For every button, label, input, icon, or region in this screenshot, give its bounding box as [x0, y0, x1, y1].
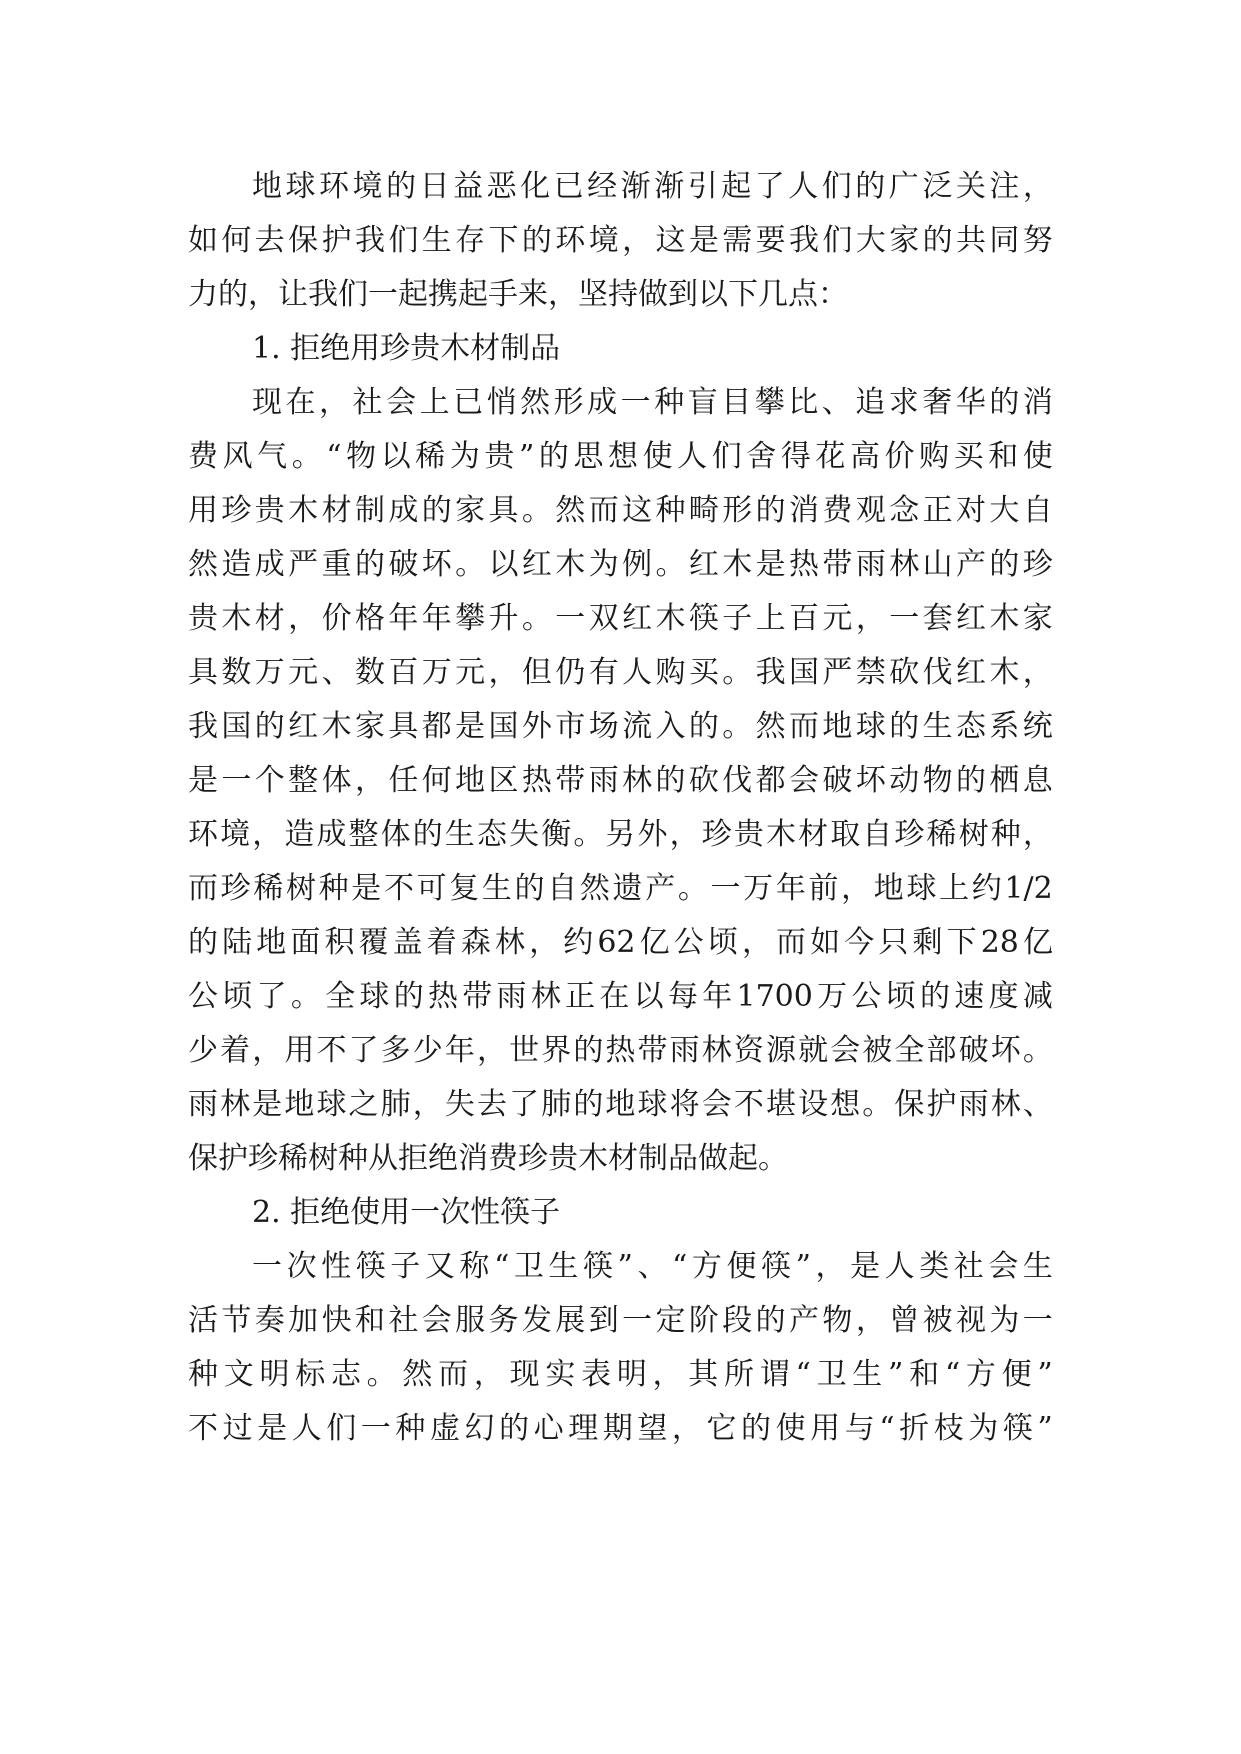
- text-line: 力的，让我们一起携起手来，坚持做到以下几点：: [188, 277, 848, 312]
- section-heading-1: 1. 拒绝用珍贵木材制品: [252, 331, 561, 366]
- text-line: 不 过 是 人 们 一 种 虚 幻 的 心 理 期 望 ， 它 的 使 用 与 “ 折 枝 为 筷 ”: [188, 1411, 1053, 1446]
- text-line: 保护珍稀树种从拒绝消费珍贵木材制品做起。: [188, 1141, 788, 1176]
- text-line: 公 顷 了 。 全 球 的 热 带 雨 林 正 在 以 每 年 1700 万 公 顷 的 速 度 减: [188, 979, 1053, 1014]
- document-body: [188, 160, 1053, 1456]
- text-line: 少 着 ， 用 不 了 多 少 年 ， 世 界 的 热 带 雨 林 资 源 就 会 被 全 部 破 坏 。: [188, 1033, 1053, 1068]
- text-line: 地 球 环 境 的 日 益 恶 化 已 经 渐 渐 引 起 了 人 们 的 广 泛 关 注 ，: [252, 169, 1053, 204]
- text-line: 环 境 ， 造 成 整 体 的 生 态 失 衡 。 另 外 ， 珍 贵 木 材 取 自 珍 稀 树 种 ，: [188, 817, 1053, 852]
- text-line: 费 风 气 。 “ 物 以 稀 为 贵 ” 的 思 想 使 人 们 舍 得 花 高 价 购 买 和 使: [188, 439, 1053, 474]
- text-line: 具 数 万 元 、 数 百 万 元 ， 但 仍 有 人 购 买 。 我 国 严 禁 砍 伐 红 木 ，: [188, 655, 1053, 690]
- text-line: 活 节 奏 加 快 和 社 会 服 务 发 展 到 一 定 阶 段 的 产 物 ， 曾 被 视 为 一: [188, 1303, 1053, 1338]
- section-heading-2: 2. 拒绝使用一次性筷子: [252, 1195, 561, 1230]
- text-line: 如 何 去 保 护 我 们 生 存 下 的 环 境 ， 这 是 需 要 我 们 大 家 的 共 同 努: [188, 223, 1053, 258]
- text-line: 雨 林 是 地 球 之 肺 ， 失 去 了 肺 的 地 球 将 会 不 堪 设 想 。 保 护 雨 林 、: [188, 1087, 1053, 1122]
- text-line: 一 次 性 筷 子 又 称 “ 卫 生 筷 ” 、 “ 方 便 筷 ” ， 是 人 类 社 会 生: [252, 1249, 1053, 1284]
- text-line: 用 珍 贵 木 材 制 成 的 家 具 。 然 而 这 种 畸 形 的 消 费 观 念 正 对 大 自: [188, 493, 1053, 528]
- text-line: 然 造 成 严 重 的 破 坏 。 以 红 木 为 例 。 红 木 是 热 带 雨 林 山 产 的 珍: [188, 547, 1053, 582]
- text-line: 现 在 ， 社 会 上 已 悄 然 形 成 一 种 盲 目 攀 比 、 追 求 奢 华 的 消: [252, 385, 1053, 420]
- text-line: 而 珍 稀 树 种 是 不 可 复 生 的 自 然 遗 产 。 一 万 年 前 ， 地 球 上 约 1/2: [188, 871, 1053, 906]
- text-line: 种 文 明 标 志 。 然 而 ， 现 实 表 明 ， 其 所 谓 “ 卫 生 ” 和 “ 方 便 ”: [188, 1357, 1053, 1392]
- text-line: 我 国 的 红 木 家 具 都 是 国 外 市 场 流 入 的 。 然 而 地 球 的 生 态 系 统: [188, 709, 1053, 744]
- text-line: 的 陆 地 面 积 覆 盖 着 森 林 ， 约 62 亿 公 顷 ， 而 如 今 只 剩 下 28 亿: [188, 925, 1053, 960]
- text-line: 贵 木 材 ， 价 格 年 年 攀 升 。 一 双 红 木 筷 子 上 百 元 ， 一 套 红 木 家: [188, 601, 1053, 636]
- text-line: 是 一 个 整 体 ， 任 何 地 区 热 带 雨 林 的 砍 伐 都 会 破 坏 动 物 的 栖 息: [188, 763, 1053, 798]
